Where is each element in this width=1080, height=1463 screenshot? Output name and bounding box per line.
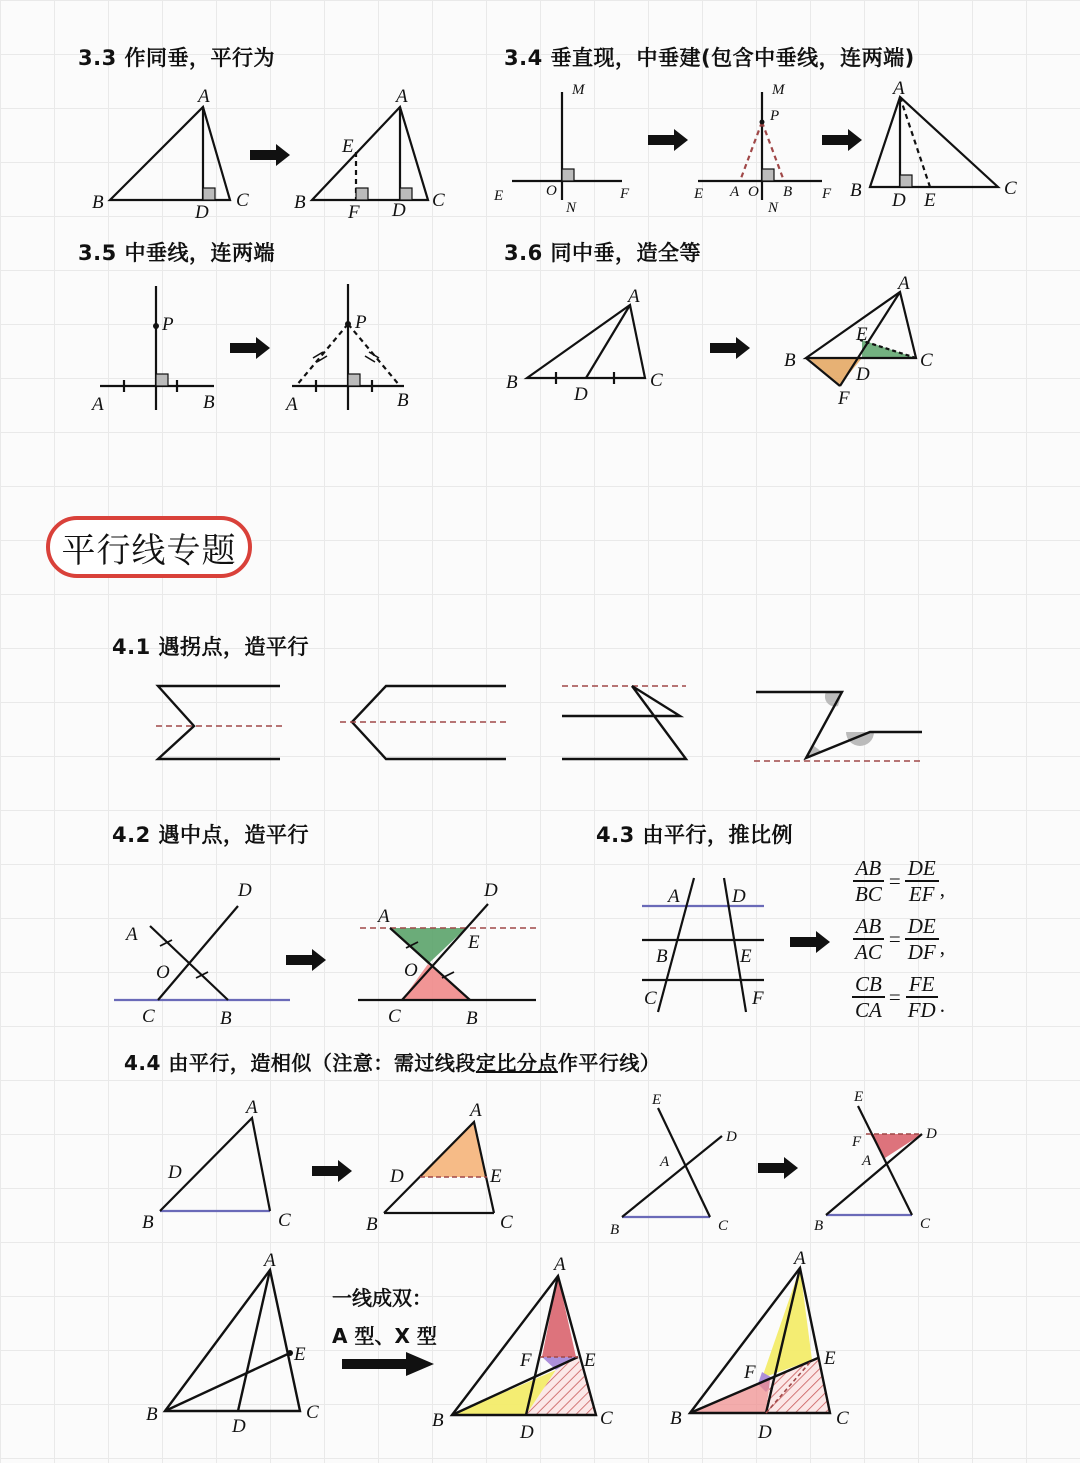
- fig-4-1-d: [754, 692, 922, 761]
- arrow-4-4b: [758, 1157, 798, 1179]
- label-d: D: [758, 1422, 772, 1443]
- arrow-3-4b: [822, 129, 862, 151]
- label-d: D: [232, 1416, 246, 1437]
- label-d: D: [390, 1166, 404, 1187]
- label-d: D: [892, 190, 906, 211]
- label-c: C: [644, 988, 657, 1009]
- label-b: B: [432, 1410, 444, 1431]
- label-a: A: [470, 1100, 482, 1121]
- point-e: [287, 1350, 293, 1356]
- label-a: A: [198, 86, 210, 107]
- label-d: D: [520, 1422, 534, 1443]
- segment-pa: [296, 324, 348, 386]
- label-d: D: [574, 384, 588, 405]
- right-angle-mark: [562, 169, 574, 181]
- label-d: D: [392, 200, 406, 221]
- label-a: A: [396, 86, 408, 107]
- label-b: B: [670, 1408, 682, 1429]
- label-f: F: [852, 1134, 862, 1150]
- bent-lines: [562, 686, 686, 759]
- label-a: A: [660, 1154, 670, 1170]
- label-a: A: [264, 1250, 276, 1271]
- label-f: F: [348, 202, 360, 223]
- right-angle-mark: [156, 374, 168, 386]
- label-e: E: [494, 188, 504, 204]
- numerator: DE: [905, 914, 939, 940]
- fraction: [905, 914, 939, 964]
- label-e: E: [468, 932, 480, 953]
- label-c: C: [388, 1006, 401, 1027]
- label-d: D: [195, 202, 209, 223]
- label-p: P: [162, 314, 174, 335]
- ratio-row-2: [852, 910, 945, 968]
- label-a: A: [92, 394, 104, 415]
- median-extended: [840, 292, 900, 386]
- label-b: B: [656, 946, 668, 967]
- right-angle-mark: [348, 374, 360, 386]
- ratio-formulas: [852, 852, 945, 1026]
- label-f: F: [752, 988, 764, 1009]
- label-n: N: [566, 200, 577, 216]
- fraction: [852, 972, 885, 1022]
- ratio-row-3: [852, 968, 945, 1026]
- label-d: D: [726, 1129, 737, 1145]
- label-b: B: [784, 350, 796, 371]
- fig-4-2-left: [114, 906, 290, 1000]
- label-a: A: [898, 273, 910, 294]
- label-b: B: [397, 390, 409, 411]
- right-angle-mark: [900, 175, 912, 187]
- bent-lines: [158, 686, 280, 759]
- point-p: [153, 323, 159, 329]
- label-b: B: [610, 1222, 620, 1238]
- denominator: CA: [855, 998, 882, 1022]
- tick-mark: [196, 972, 208, 978]
- section-title-3-5: 3.5 中垂线，连两端: [78, 241, 276, 265]
- equals-sign: =: [888, 984, 901, 1009]
- label-e: E: [652, 1092, 662, 1108]
- fig-4-4-f: [452, 1276, 596, 1415]
- fig-3-5-right: [292, 284, 404, 410]
- label-d: D: [484, 880, 498, 901]
- right-angle-mark: [762, 169, 774, 181]
- label-d: D: [168, 1162, 182, 1183]
- label-a: A: [794, 1248, 806, 1269]
- fig-4-4-c: [622, 1108, 722, 1217]
- label-d: D: [732, 886, 746, 907]
- fig-3-3-left: [110, 107, 230, 200]
- label-m: M: [772, 82, 785, 98]
- arrow-3-5: [230, 337, 270, 359]
- triangle-abc: [312, 107, 428, 200]
- fig-4-4-e: [165, 1270, 300, 1411]
- denominator: EF: [908, 882, 935, 906]
- label-c: C: [1004, 178, 1017, 199]
- label-c: C: [650, 370, 663, 391]
- label-f: F: [744, 1362, 756, 1383]
- angle-mark: [825, 692, 842, 706]
- label-c: C: [306, 1402, 319, 1423]
- label-e: E: [924, 190, 936, 211]
- equal-mark: [369, 352, 379, 358]
- note-line-1: 一线成双：: [332, 1286, 432, 1310]
- right-angle-mark: [400, 188, 412, 200]
- arrow-3-3: [250, 144, 290, 166]
- denominator: DF: [907, 940, 936, 964]
- label-c: C: [600, 1408, 613, 1429]
- label-p: P: [355, 312, 367, 333]
- label-f: F: [520, 1350, 532, 1371]
- section-title-4-4-pre: 4.4 由平行，造相似（注意：需过线段: [124, 1051, 476, 1075]
- label-c: C: [500, 1212, 513, 1233]
- fig-4-1-b: [340, 686, 506, 759]
- label-e: E: [694, 186, 704, 202]
- label-e: E: [854, 1089, 864, 1105]
- label-c: C: [142, 1006, 155, 1027]
- label-d: D: [926, 1126, 937, 1142]
- topic-badge: 平行线专题: [46, 516, 252, 578]
- section-title-4-3: 4.3 由平行，推比例: [596, 823, 794, 847]
- label-m: M: [572, 82, 585, 98]
- equal-mark: [365, 356, 375, 362]
- label-b: B: [850, 180, 862, 201]
- point-p: [345, 321, 351, 327]
- numerator: FE: [906, 972, 938, 998]
- label-e: E: [490, 1166, 502, 1187]
- label-c: C: [920, 350, 933, 371]
- label-b: B: [466, 1008, 478, 1029]
- label-d: D: [856, 364, 870, 385]
- punctuation: ,: [939, 935, 945, 959]
- label-c: C: [836, 1408, 849, 1429]
- label-n: N: [768, 200, 779, 216]
- segment-cd: [158, 906, 238, 1000]
- fraction: [905, 972, 939, 1022]
- arrow-4-4a: [312, 1160, 352, 1182]
- label-e: E: [856, 324, 868, 345]
- equals-sign: =: [888, 868, 901, 893]
- section-title-4-2: 4.2 遇中点，造平行: [112, 823, 310, 847]
- label-b: B: [146, 1404, 158, 1425]
- median-ad: [586, 305, 630, 378]
- denominator: AC: [855, 940, 882, 964]
- label-f: F: [822, 186, 832, 202]
- label-a: A: [628, 286, 640, 307]
- label-b: B: [92, 192, 104, 213]
- fig-4-4-d: [826, 1106, 922, 1215]
- arrow-4-4c: [342, 1352, 434, 1376]
- right-angle-mark: [203, 188, 215, 200]
- segment-be: [165, 1353, 290, 1411]
- segment-bd: [622, 1136, 722, 1217]
- fig-4-1-c: [562, 686, 686, 759]
- fraction: [852, 914, 885, 964]
- label-e: E: [294, 1344, 306, 1365]
- right-angle-mark: [356, 188, 368, 200]
- triangle-abc: [870, 97, 998, 187]
- label-o: O: [748, 184, 759, 200]
- label-f: F: [838, 388, 850, 409]
- label-a: A: [554, 1254, 566, 1275]
- label-b: B: [142, 1212, 154, 1233]
- denominator: BC: [855, 882, 882, 906]
- label-c: C: [920, 1216, 931, 1232]
- punctuation: .: [939, 993, 945, 1017]
- segment-pa: [740, 122, 762, 181]
- fraction: [852, 856, 885, 906]
- arrow-3-6: [710, 337, 750, 359]
- fig-3-4-middle: [698, 92, 822, 200]
- ratio-row-1: [852, 852, 945, 910]
- section-title-3-4: 3.4 垂直现，中垂建(包含中垂线，连两端): [504, 46, 915, 70]
- numerator: AB: [853, 856, 885, 882]
- arrow-4-2: [286, 949, 326, 971]
- label-o: O: [156, 962, 170, 983]
- label-a: A: [730, 184, 740, 200]
- label-a: A: [246, 1097, 258, 1118]
- equals-sign: =: [888, 926, 901, 951]
- label-p: P: [770, 108, 780, 124]
- triangle-abc: [165, 1270, 300, 1411]
- fig-3-6-left: [527, 305, 645, 384]
- label-e: E: [824, 1348, 836, 1369]
- label-e: E: [584, 1350, 596, 1371]
- label-b: B: [220, 1008, 232, 1029]
- numerator: DE: [905, 856, 939, 882]
- triangle-abc: [527, 305, 645, 378]
- section-title-3-6: 3.6 同中垂，造全等: [504, 241, 702, 265]
- label-c: C: [718, 1218, 729, 1234]
- fig-3-4-right: [870, 97, 998, 187]
- label-a: A: [668, 886, 680, 907]
- punctuation: ,: [939, 877, 945, 901]
- numerator: AB: [853, 914, 885, 940]
- label-a: A: [862, 1153, 872, 1169]
- label-a: A: [378, 906, 390, 927]
- label-o: O: [404, 960, 418, 981]
- fig-4-4-g: [690, 1268, 830, 1413]
- label-b: B: [814, 1218, 824, 1234]
- label-b: B: [203, 392, 215, 413]
- numerator: CB: [852, 972, 885, 998]
- label-f: F: [620, 186, 630, 202]
- label-c: C: [432, 190, 445, 211]
- label-b: B: [294, 192, 306, 213]
- point-p: [760, 120, 765, 125]
- label-b: B: [506, 372, 518, 393]
- label-e: E: [342, 136, 354, 157]
- arrow-4-3: [790, 931, 830, 953]
- shaded-triangle-red: [542, 1276, 576, 1357]
- fig-3-4-left: [512, 92, 622, 200]
- label-a: A: [126, 924, 138, 945]
- label-a: A: [893, 78, 905, 99]
- section-title-4-4-underlined: 定比分点: [475, 1051, 558, 1075]
- label-b: B: [366, 1214, 378, 1235]
- fig-3-3-right: [312, 107, 428, 200]
- label-c: C: [236, 190, 249, 211]
- fig-4-1-a: [156, 686, 284, 759]
- section-title-4-4-post: 作平行线）: [557, 1051, 661, 1075]
- label-b: B: [783, 184, 793, 200]
- label-d: D: [238, 880, 252, 901]
- note-line-2: A 型、X 型: [332, 1324, 437, 1348]
- section-title-4-1: 4.1 遇拐点，造平行: [112, 635, 310, 659]
- label-c: C: [278, 1210, 291, 1231]
- arrow-3-4a: [648, 129, 688, 151]
- denominator: FD: [907, 998, 936, 1022]
- section-title-3-3: 3.3 作同垂，平行为: [78, 46, 276, 70]
- shaded-triangle-green: [390, 928, 466, 964]
- triangle-abc: [110, 107, 230, 200]
- label-e: E: [740, 946, 752, 967]
- label-a: A: [286, 394, 298, 415]
- fraction: [905, 856, 939, 906]
- segment-bd: [826, 1134, 922, 1215]
- label-o: O: [546, 183, 557, 199]
- fig-3-5-left: [100, 286, 214, 410]
